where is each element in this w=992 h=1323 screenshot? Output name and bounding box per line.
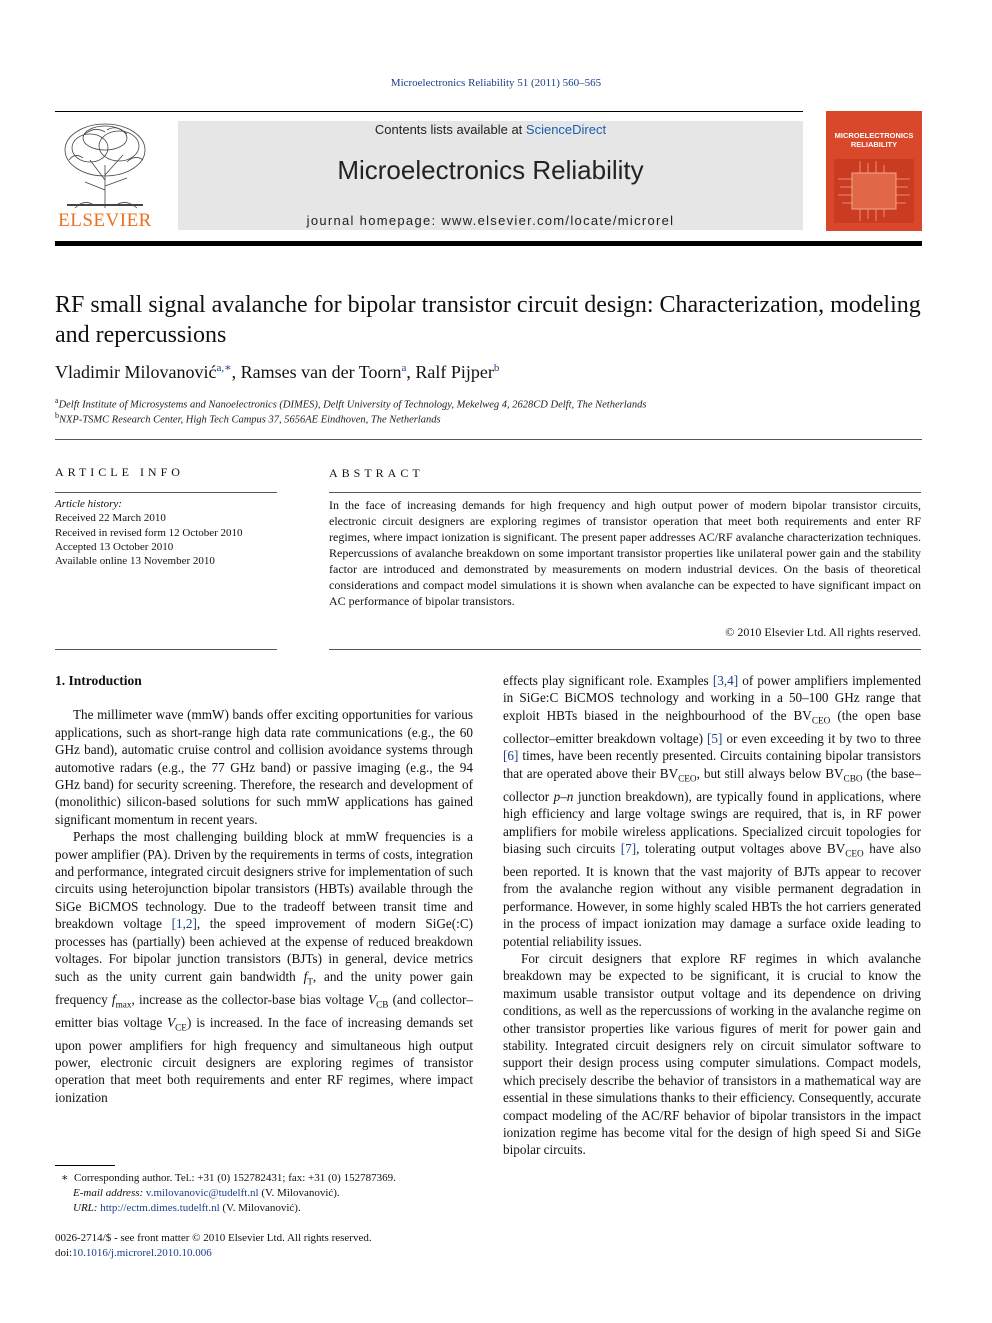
doi-line: doi:10.1016/j.microrel.2010.10.006 [55,1247,212,1259]
cover-title-line1: MICROELECTRONICS [834,131,914,140]
citation-link[interactable]: [1,2] [171,916,197,932]
footnotes [55,1171,473,1216]
elsevier-tree-icon [55,120,155,210]
citation-link[interactable]: [7] [620,840,637,856]
contents-prefix: Contents lists available at [374,122,526,137]
header-bottom-rule [55,241,922,246]
journal-citation[interactable]: Microelectronics Reliability 51 (2011) 560–565 [390,77,602,89]
author-name[interactable]: Vladimir Milovanović [55,362,217,382]
footnote-email: E-mail address: v.milovanovic@tudelft.nl (V. Milovanović). [73,1187,340,1199]
divider [329,492,921,493]
contents-line [178,122,803,137]
author-name[interactable]: Ralf Pijper [415,362,494,382]
cover-title [826,131,922,149]
article-title: RF small signal avalanche for bipolar transistor circuit design: Characterization, modeling and repercussions [55,292,921,348]
divider [55,492,277,493]
citation-link[interactable]: [5] [707,730,723,746]
author-affil-mark[interactable]: a,∗ [216,362,232,374]
url-link[interactable]: http://ectm.dimes.tudelft.nl [100,1202,220,1214]
doi-link[interactable]: 10.1016/j.microrel.2010.10.006 [72,1247,212,1259]
journal-homepage [178,213,803,228]
paragraph: Perhaps the most challenging building block at mmW frequencies is a power amplifier (PA). Driven by the requirements in terms of costs, integration and performance, integrated circuit designers strive for implementation of such circuits using heterojunction bipolar transistors (HBTs) available through the SiGe BiCMOS technology. Due to the tradeoff between transit time and breakdown voltage [1,2], the speed improvement of modern SiGe(:C) processes has (partially) been achieved at the expense of reduced breakdown voltages. For bipolar junction transistors (BJTs) in general, device metrics such as the unity current gain bandwidth $f_T$, and the unity power gain frequency $f_{max}$, increase as the collector-base bias voltage $V_{CB}$ (and collector–emitter bias voltage $V_{CE}$) is increased. In the face of increasing demands set upon power amplifiers for high frequency and simultaneous high output power, electronic circuit designers are exploring regimes of transistor operation that meet both requirements and enter RF regimes, where impact ionization [55,829,474,1105]
homepage-prefix: journal homepage: [306,213,442,228]
author-list: Vladimir Milovanović$^{a,∗}$, Ramses van der Toorn$^a$, Ralf Pijper$^b$ [55,362,500,382]
bottom-metadata [55,1231,473,1261]
elsevier-logo[interactable] [55,120,155,232]
history-label: Article history: [55,498,122,510]
affiliation-mark: a [55,396,59,405]
email-link[interactable]: v.milovanovic@tudelft.nl [145,1187,259,1199]
paragraph: For circuit designers that explore RF regimes in which avalanche breakdown may be expected to be significant, it is crucial to know the maximum usable transistor output voltage and its dependence on driving conditions, as well as the repercussions of working in the avalanche regime on other transistor properties like various figures of merit for power gain and stability. Integrated circuit designers rely on circuit simulator software to support their design process using computer simulations. Compact models, which precisely describe the behavior of transistors in a mathematical way are essential in these simulations thanks to their efficiency. Consequently, accurate compact modeling of the AC/RF behavior of bipolar transistors in the impact ionization regime has become vital for the design of high speed Si and SiGe bipolar circuits. [503,951,921,1158]
author-affil-mark[interactable]: b [493,362,500,374]
section-heading: 1. Introduction [55,673,142,688]
affiliation-mark: b [55,411,59,420]
citation-link[interactable]: [6] [503,748,519,764]
abstract-text: In the face of increasing demands for high frequency and high output power of modern bipolar transistor circuits, electronic circuit designers are exploring regimes of transistor operation that meet both requirements and enter RF regimes, where impact ionization is significant. The present paper addresses AC/RF avalanche characterization techniques. Repercussions of avalanche breakdown on some important transistor properties like unilateral power gain and the stability factor are introduced and demonstrated by measurements on modern industrial devices. On the basis of theoretical considerations and compact model simulations it is shown when avalanche can be expected to have significant impact on AC performance of bipolar transistors. [329,498,921,608]
history-item: Accepted 13 October 2010 [55,540,174,553]
article-history [55,497,285,568]
chip-image-icon [834,159,914,223]
paragraph: effects play significant role. Examples [3,4] of power amplifiers implemented in SiGe:C BiCMOS technology and working in a 50–100 GHz range that exploit HBTs biased in the neighbourhood of the $BV_{CEO}$ (the open base collector–emitter breakdown voltage) [5] or even exceeding it by two to three [6] times, have been recently presented. Circuits containing bipolar transistors that are operated above their $BV_{CEO}$, but still always below $BV_{CBO}$ (the base–collector p–n junction breakdown), are typically found in applications, where high efficiency and large voltage swings are required, that is, in RF power amplifiers for mobile wireless applications. Specialized circuit topologies for biasing such circuits [7], tolerating output voltages above $BV_{CEO}$ have also been reported. It is known that the vast majority of BJTs appear to recover from the avalanche region without any visible permanent degradation in performance. However, in some highly scaled HBTs the hot carriers generated in the process of impact ionization may damage a surface oxide leading to potential reliability issues. [503,673,921,949]
issn-line: 0026-2714/$ - see front matter © 2010 Elsevier Ltd. All rights reserved. [55,1232,372,1244]
footnote-url: URL: http://ectm.dimes.tudelft.nl (V. Milovanović). [73,1202,301,1214]
footnote-corresponding: ∗ Corresponding author. Tel.: +31 (0) 152782431; fax: +31 (0) 152787369. [61,1172,396,1184]
homepage-url[interactable]: www.elsevier.com/locate/microrel [441,213,675,228]
abstract-copyright: © 2010 Elsevier Ltd. All rights reserved. [725,625,921,639]
body-right-column [503,672,921,1159]
divider [55,649,277,650]
history-item: Received 22 March 2010 [55,512,166,525]
paragraph: The millimeter wave (mmW) bands offer exciting opportunities for various applications, such as short-range high data rate communications (e.g., the 60 GHz band), automatic cruise control and collision avoidance systems through automotive radars (e.g., the 77 GHz band) or passive imaging (e.g., the 94 GHz band) for security screening. Therefore, the research and development of (monolithic) silicon-based solutions for such mmW applications has gained significant momentum in recent years. [55,707,473,827]
body-left-column [55,672,473,1106]
abstract-label: ABSTRACT [329,466,424,480]
affiliation-text: Delft Institute of Microsystems and Nanoelectronics (DIMES), Delft University of Technology, Mekelweg 4, 2628CD Delft, The Netherlands [58,399,647,411]
history-item: Available online 13 November 2010 [55,555,215,568]
article-info-label: ARTICLE INFO [55,465,184,479]
history-item: Received in revised form 12 October 2010 [55,526,243,539]
cover-title-line2: RELIABILITY [850,140,898,149]
elsevier-wordmark: ELSEVIER [58,210,152,231]
divider [329,649,921,650]
footnote-rule [55,1165,115,1166]
author-affil-mark[interactable]: a [401,362,407,374]
affiliation-text: NXP-TSMC Research Center, High Tech Campus 37, 5656AE Eindhoven, The Netherlands [59,414,441,426]
affiliation [55,396,922,411]
sciencedirect-link[interactable]: ScienceDirect [525,122,607,137]
journal-cover-thumbnail[interactable] [826,111,922,231]
citation-link[interactable]: [3,4] [712,673,739,688]
journal-title[interactable]: Microelectronics Reliability [337,155,644,185]
divider [55,439,922,440]
affiliation [55,411,922,426]
author-name[interactable]: Ramses van der Toorn [240,362,402,382]
header-top-rule [55,111,803,112]
